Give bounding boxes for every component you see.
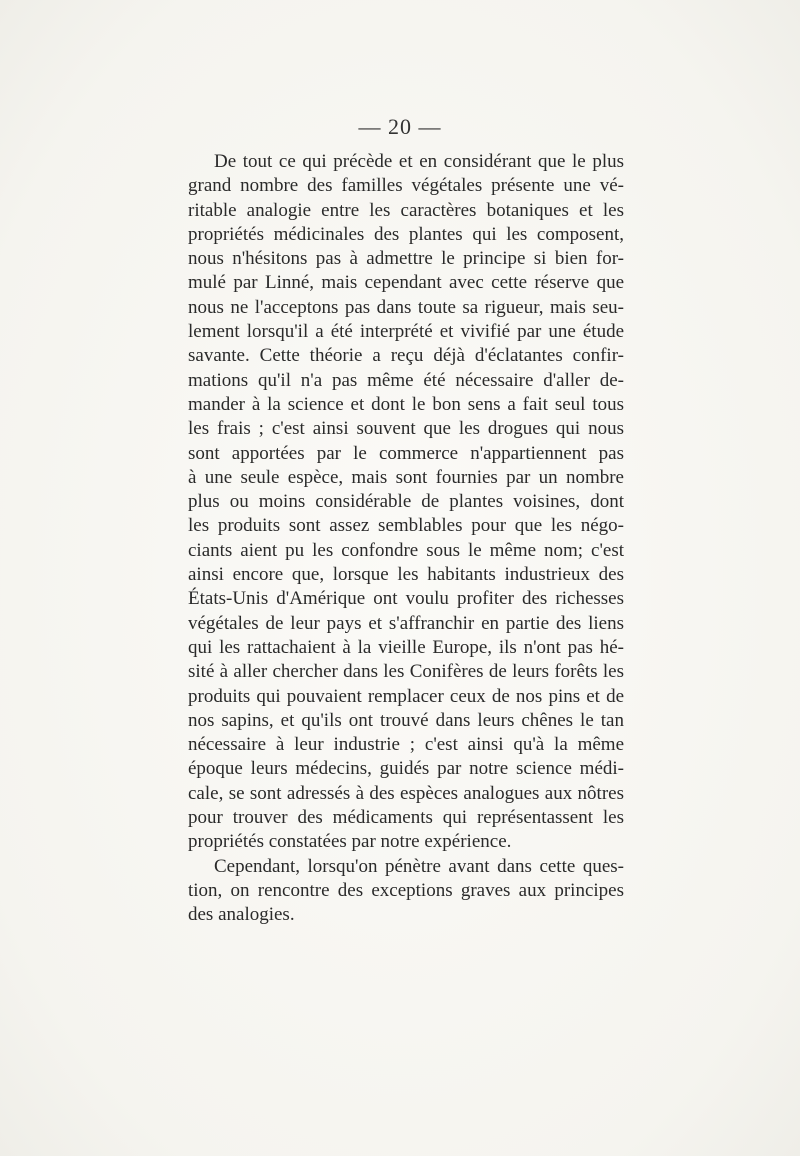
- text-line: nous ne l'acceptons pas dans toute sa rigueur, mais seu-: [188, 296, 624, 318]
- text-line: végétales de leur pays et s'affranchir en partie des liens: [188, 612, 624, 634]
- text-line: cale, se sont adressés à des espèces analogues aux nôtres: [188, 782, 624, 804]
- page-number: — 20 —: [358, 114, 442, 139]
- text-line: produits qui pouvaient remplacer ceux de nos pins et de: [188, 685, 624, 707]
- text-line: nos sapins, et qu'ils ont trouvé dans leurs chênes le tan: [188, 709, 624, 731]
- text-line: qui les rattachaient à la vieille Europe, ils n'ont pas hé-: [188, 636, 624, 658]
- text-line: savante. Cette théorie a reçu déjà d'éclatantes confir-: [188, 345, 624, 367]
- text-line: les frais ; c'est ainsi souvent que les drogues qui nous: [188, 418, 624, 440]
- text-line: époque leurs médecins, guidés par notre science médi-: [188, 758, 624, 780]
- paragraph-1: [188, 150, 624, 855]
- text-line: ainsi encore que, lorsque les habitants industrieux des: [188, 564, 624, 586]
- text-line: mulé par Linné, mais cependant avec cette réserve que: [188, 272, 624, 294]
- body-text: [188, 150, 624, 928]
- text-line: propriétés constatées par notre expérience.: [188, 831, 512, 853]
- text-line: sont apportées par le commerce n'appartiennent pas: [188, 442, 624, 464]
- text-line: sité à aller chercher dans les Conifères de leurs forêts les: [188, 661, 624, 683]
- paragraph-2: [188, 855, 624, 928]
- text-line: nécessaire à leur industrie ; c'est ainsi qu'à la même: [188, 734, 624, 756]
- text-line: mations qu'il n'a pas même été nécessaire d'aller de-: [188, 369, 624, 391]
- text-line: Cependant, lorsqu'on pénètre avant dans cette ques-: [214, 855, 624, 877]
- text-line: États-Unis d'Amérique ont voulu profiter des richesses: [188, 588, 624, 610]
- text-line: des analogies.: [188, 904, 295, 926]
- text-line: plus ou moins considérable de plantes voisines, dont: [188, 491, 624, 513]
- text-line: mander à la science et dont le bon sens a fait seul tous: [188, 393, 624, 415]
- text-line: lement lorsqu'il a été interprété et vivifié par une étude: [188, 321, 624, 343]
- text-line: grand nombre des familles végétales présente une vé-: [188, 175, 624, 197]
- text-line: à une seule espèce, mais sont fournies par un nombre: [188, 466, 624, 488]
- text-line: ciants aient pu les confondre sous le même nom; c'est: [188, 539, 624, 561]
- text-line: De tout ce qui précède et en considérant que le plus: [214, 151, 624, 172]
- text-line: les produits sont assez semblables pour que les négo-: [188, 515, 624, 537]
- text-line: ritable analogie entre les caractères botaniques et les: [188, 199, 624, 221]
- text-line: tion, on rencontre des exceptions graves aux principes: [188, 879, 624, 901]
- text-line: propriétés médicinales des plantes qui les composent,: [188, 223, 624, 245]
- text-line: pour trouver des médicaments qui représentassent les: [188, 807, 624, 829]
- text-line: nous n'hésitons pas à admettre le principe si bien for-: [188, 248, 624, 270]
